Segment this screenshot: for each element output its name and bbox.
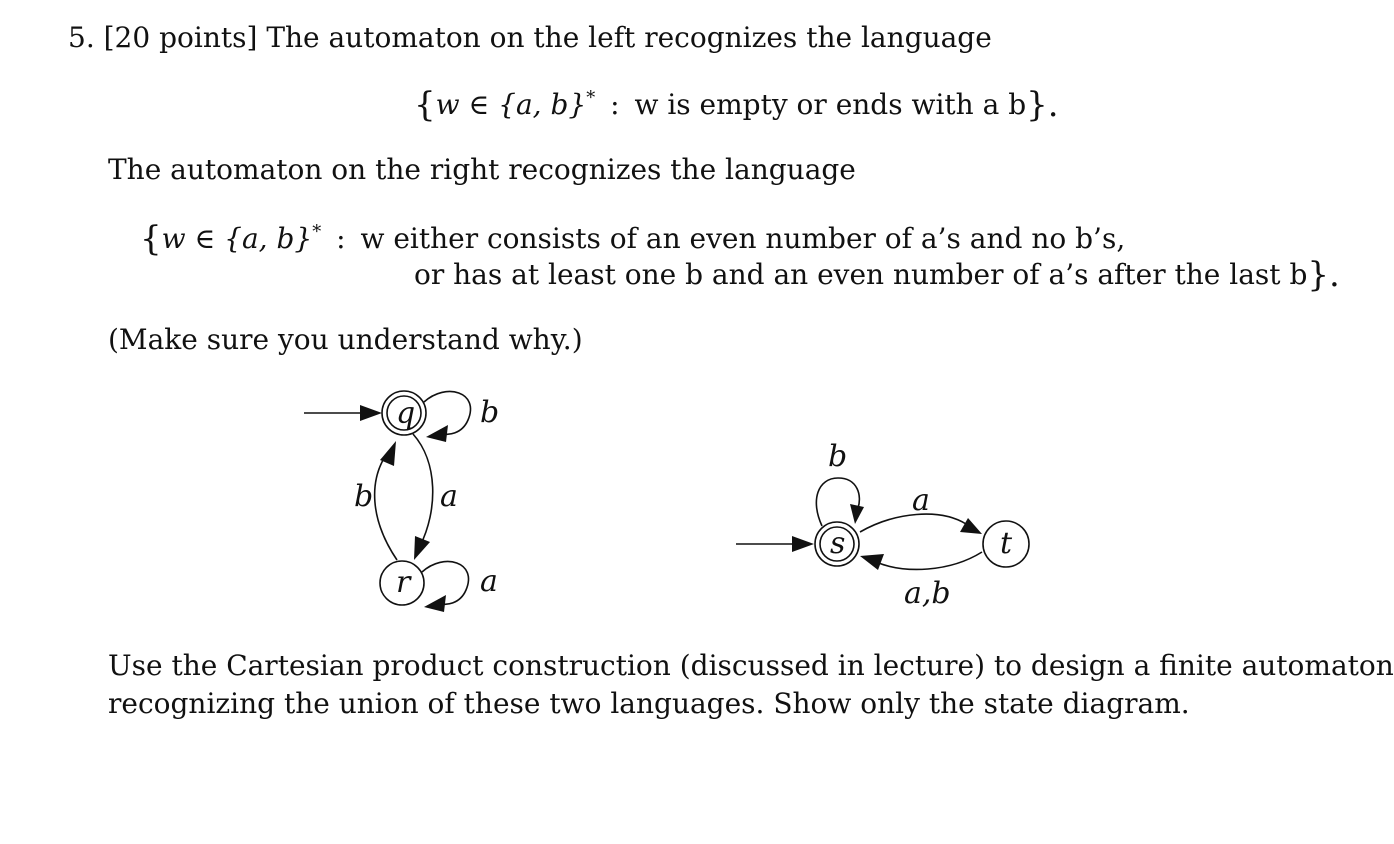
lang1-close-brace: }. (1026, 85, 1059, 125)
lang2-condition-line-2: or has at least one b and an even number of a’s after the last b (414, 258, 1308, 291)
lang1-open-brace: { (414, 85, 436, 125)
lang1-star: * (586, 87, 596, 109)
edge-s-t-arrowhead (960, 518, 982, 534)
lang1-colon: : (610, 88, 620, 121)
lang2-condition-line-1: w either consists of an even number of a’s and no b’s, (360, 222, 1126, 255)
lang2-var-w: w (161, 222, 186, 255)
lang2-close-brace: }. (1307, 255, 1340, 295)
closing-line-1: Use the Cartesian product construction (discussed in lecture) to design a finite automaton (108, 649, 1394, 682)
problem-points: [20 points] (103, 21, 258, 54)
edge-t-s-arrowhead (860, 554, 884, 570)
state-t-label: t (1000, 526, 1013, 561)
edge-s-t-label: a (912, 483, 930, 518)
edge-q-r-label: a (440, 479, 458, 514)
closing-line-2: recognizing the union of these two languages. Show only the state diagram. (108, 687, 1190, 720)
edge-r-q-b (375, 452, 397, 560)
lang1-var-w: w (435, 88, 460, 121)
state-s-label: s (830, 526, 846, 561)
edge-t-s-ab (876, 552, 982, 569)
state-q-label: q (396, 396, 416, 431)
problem-number: 5. (68, 21, 95, 54)
lang2-open-brace: { (140, 219, 162, 259)
lang1-element-of: ∈ (468, 88, 490, 121)
loop-q-label: b (480, 395, 500, 430)
lang2-alphabet: {a, b} (224, 222, 313, 255)
loop-q-b-arrowhead (426, 425, 448, 442)
state-r-label: r (396, 565, 411, 600)
lang2-star: * (312, 221, 322, 243)
edge-r-q-label: b (354, 479, 374, 514)
edge-q-r-a (413, 434, 433, 546)
left-automaton (304, 391, 499, 612)
loop-s-b-arrowhead (850, 504, 864, 524)
lang2-element-of: ∈ (194, 222, 216, 255)
right-automaton (736, 439, 1029, 611)
lang1-alphabet: {a, b} (498, 88, 587, 121)
loop-r-a-arrowhead (424, 595, 446, 612)
intro-text: The automaton on the left recognizes the language (266, 21, 992, 54)
understand-note: (Make sure you understand why.) (108, 323, 583, 356)
lang2-colon: : (336, 222, 346, 255)
lang1-condition: w is empty or ends with a b (634, 88, 1027, 121)
loop-s-b (816, 478, 859, 526)
edge-t-s-label: a,b (904, 576, 951, 611)
edge-q-r-arrowhead (414, 536, 430, 560)
right-start-arrowhead (792, 536, 814, 552)
loop-s-label: b (828, 439, 848, 474)
left-start-arrowhead (360, 405, 382, 421)
intro-text-2: The automaton on the right recognizes the language (108, 153, 856, 186)
loop-r-label: a (480, 564, 498, 599)
